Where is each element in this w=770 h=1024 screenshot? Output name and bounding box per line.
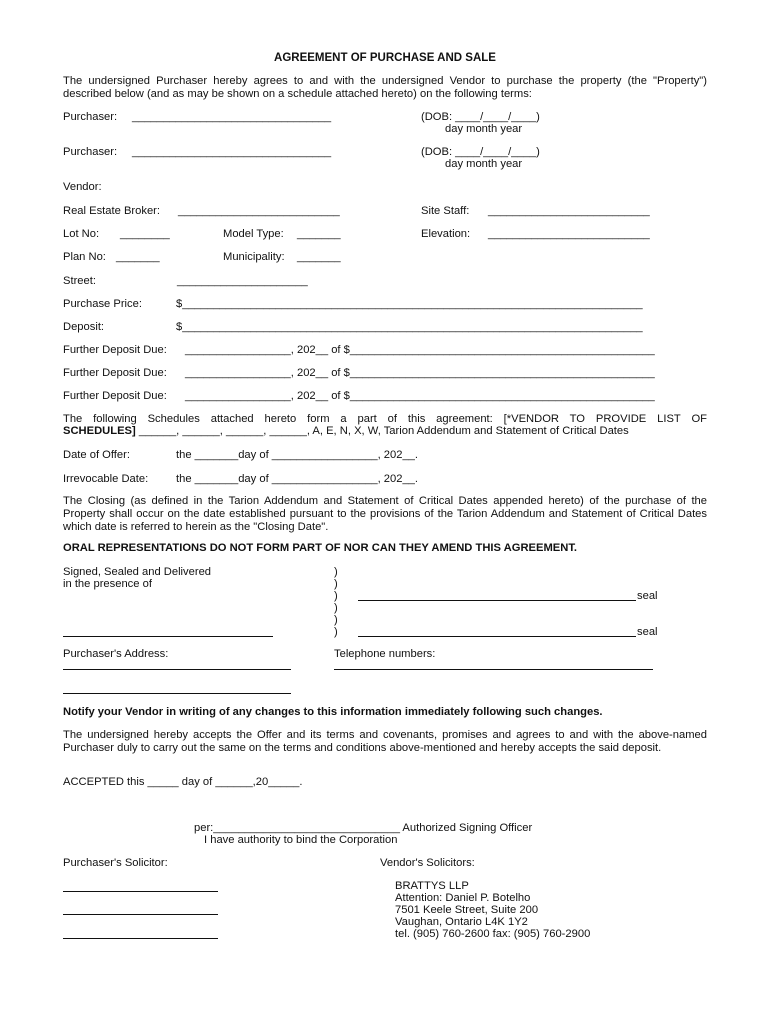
paren-6: ) [334,626,338,638]
purchase-price-field[interactable]: $__________________________________________________________________________ [176,298,643,310]
paren-1: ) [334,566,338,578]
elevation-label: Elevation: [421,228,471,240]
purchasers-address-line-2[interactable] [63,693,291,694]
purchaser-2-dob[interactable]: (DOB: ____/____/____) [421,146,540,158]
irrevocable-date-field[interactable]: the _______day of _________________, 202__. [176,473,419,485]
municipality-label: Municipality: [223,251,285,263]
purchaser-2-field[interactable]: ________________________________ [132,146,332,158]
acceptance-paragraph: The undersigned hereby accepts the Offer and its terms and covenants, promises and agrees to and with the above-named Purchaser duly to carry out the same on the terms and conditions above-mentioned and hereby accepts the said deposit. [63,729,707,754]
plan-label: Plan No: [63,251,106,263]
vendors-solicitors-label: Vendor's Solicitors: [380,857,475,869]
oral-representations-notice: ORAL REPRESENTATIONS DO NOT FORM PART OF NOR CAN THEY AMEND THIS AGREEMENT. [63,542,578,554]
purchaser-signature-line-2[interactable] [358,636,636,637]
further-deposit-3-label: Further Deposit Due: [63,390,167,402]
purchaser-1-label: Purchaser: [63,111,118,123]
further-deposit-2-label: Further Deposit Due: [63,367,167,379]
purchaser-1-dob[interactable]: (DOB: ____/____/____) [421,111,540,123]
purchaser-signature-line-1[interactable] [358,600,636,601]
model-type-field[interactable]: _______ [297,228,341,240]
paren-2: ) [334,578,338,590]
purchasers-address-line-1[interactable] [63,669,291,670]
purchase-price-label: Purchase Price: [63,298,142,310]
further-deposit-2-field[interactable]: _________________, 202__ of $_________________________________________________ [185,367,655,379]
purchaser-1-dob-legend: day month year [445,123,523,135]
paren-4: ) [334,602,338,614]
schedules-line-1 [63,413,707,426]
witness-signature-line[interactable] [63,636,273,637]
intro-paragraph: The undersigned Purchaser hereby agrees to and with the undersigned Vendor to purchase the property (the "Property") described below (and as may be shown on a schedule attached hereto) on the following terms: [63,75,707,100]
schedules-line-1-text: The following Schedules attached hereto form a part of this agreement: [*VENDOR TO PROVIDE LIST OF [63,413,707,425]
broker-label: Real Estate Broker: [63,205,161,217]
vendor-solicitor-street: 7501 Keele Street, Suite 200 [395,904,539,916]
paren-3: ) [334,590,338,602]
vendor-solicitor-city: Vaughan, Ontario L4K 1Y2 [395,916,528,928]
purchasers-address-label: Purchaser's Address: [63,648,169,660]
purchasers-solicitor-label: Purchaser's Solicitor: [63,857,168,869]
plan-field[interactable]: _______ [116,251,160,263]
schedules-blanks[interactable]: ______, ______, ______, ______, A, E, N, X, W, Tarion Addendum and Statement of Critical Dates [135,425,629,437]
vendor-solicitor-firm: BRATTYS LLP [395,880,469,892]
broker-field[interactable]: __________________________ [178,205,340,217]
further-deposit-1-label: Further Deposit Due: [63,344,167,356]
seal-1: seal [637,590,658,602]
further-deposit-1-field[interactable]: _________________, 202__ of $_________________________________________________ [185,344,655,356]
document-title: AGREEMENT OF PURCHASE AND SALE [274,52,496,64]
schedules-line-2 [63,425,629,438]
signed-sealed-line-2: in the presence of [63,578,152,590]
authorized-signing-officer-line[interactable]: per:______________________________ Authorized Signing Officer [194,822,533,834]
model-type-label: Model Type: [223,228,284,240]
deposit-label: Deposit: [63,321,105,333]
purchaser-2-dob-legend: day month year [445,158,523,170]
authority-statement: I have authority to bind the Corporation [204,834,398,846]
elevation-field[interactable]: __________________________ [488,228,650,240]
purchasers-solicitor-line-1[interactable] [63,891,218,892]
closing-paragraph: The Closing (as defined in the Tarion Addendum and Statement of Critical Dates appended hereto) of the purchase of the Property shall occur on the date established pursuant to the provisions of the Tarion Addendum and Statement of Critical Dates which date is referred to herein as the "Closing Date". [63,495,707,533]
lot-label: Lot No: [63,228,100,240]
site-staff-field[interactable]: __________________________ [488,205,650,217]
telephone-line[interactable] [334,669,653,670]
purchasers-solicitor-line-3[interactable] [63,938,218,939]
notify-notice: Notify your Vendor in writing of any changes to this information immediately following such changes. [63,706,603,718]
signed-sealed-line-1: Signed, Sealed and Delivered [63,566,212,578]
street-field[interactable]: _____________________ [177,275,308,287]
municipality-field[interactable]: _______ [297,251,341,263]
date-of-offer-label: Date of Offer: [63,449,130,461]
schedules-heading: SCHEDULES] [63,425,136,437]
irrevocable-date-label: Irrevocable Date: [63,473,149,485]
vendor-solicitor-phone: tel. (905) 760-2600 fax: (905) 760-2900 [395,928,591,940]
telephone-label: Telephone numbers: [334,648,436,660]
date-of-offer-field[interactable]: the _______day of _________________, 202__. [176,449,419,461]
street-label: Street: [63,275,96,287]
purchasers-solicitor-line-2[interactable] [63,914,218,915]
paren-5: ) [334,614,338,626]
vendor-solicitor-attention: Attention: Daniel P. Botelho [395,892,531,904]
deposit-field[interactable]: $__________________________________________________________________________ [176,321,643,333]
lot-field[interactable]: ________ [120,228,170,240]
purchaser-2-label: Purchaser: [63,146,118,158]
further-deposit-3-field[interactable]: _________________, 202__ of $_________________________________________________ [185,390,655,402]
site-staff-label: Site Staff: [421,205,470,217]
vendor-label: Vendor: [63,181,102,193]
accepted-date-line[interactable]: ACCEPTED this _____ day of ______,20_____. [63,776,303,788]
seal-2: seal [637,626,658,638]
purchaser-1-field[interactable]: ________________________________ [132,111,332,123]
